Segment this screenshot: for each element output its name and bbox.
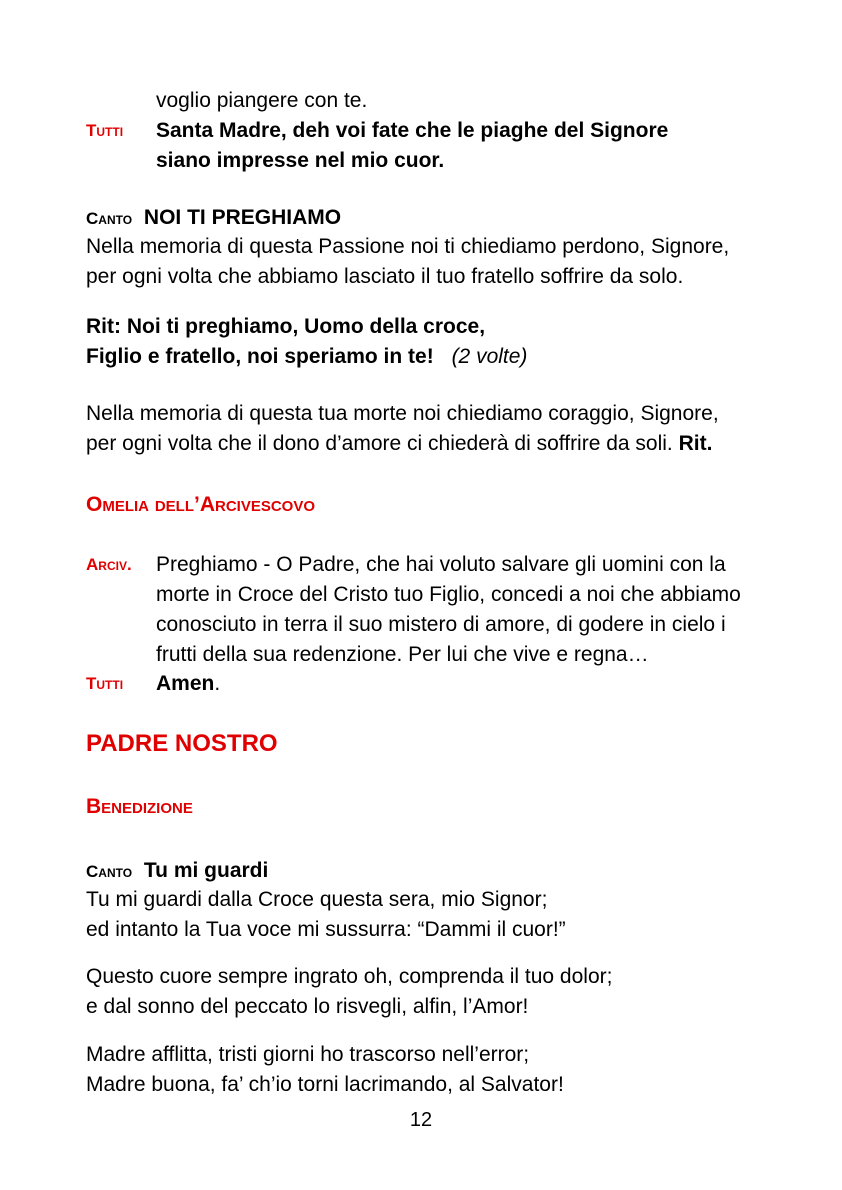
prayer-line: Preghiamo - O Padre, che hai voluto salvare gli uomini con la	[156, 553, 726, 576]
prayer-line: morte in Croce del Cristo tuo Figlio, concedi a noi che abbiamo	[156, 583, 741, 606]
canto-tag: Canto	[86, 209, 133, 228]
section-heading-omelia: Omelia dell’Arcivescovo	[86, 493, 316, 516]
stanza-line: Questo cuore sempre ingrato oh, comprenda il tuo dolor;	[86, 965, 613, 988]
section-heading-benedizione: Benedizione	[86, 795, 193, 818]
stanza-line: Madre afflitta, tristi giorni ho trascorso nell’error;	[86, 1043, 530, 1066]
role-label-arciv: Arciv.	[86, 555, 132, 574]
page-number: 12	[409, 1109, 433, 1131]
response-line: Santa Madre, deh voi fate che le piaghe del Signore	[156, 119, 669, 142]
stanza-line: Tu mi guardi dalla Croce questa sera, mio Signor;	[86, 888, 548, 911]
response-line: siano impresse nel mio cuor.	[156, 149, 445, 172]
stanza-line: e dal sonno del peccato lo risvegli, alfin, l’Amor!	[86, 995, 529, 1018]
amen-text: Amen	[156, 672, 215, 695]
stanza-line: Madre buona, fa’ ch’io torni lacrimando, al Salvator!	[86, 1073, 564, 1096]
canto-heading	[86, 203, 341, 234]
canto-tag: Canto	[86, 862, 133, 881]
refrain-text: Figlio e fratello, noi speriamo in te!	[86, 345, 434, 368]
refrain-note: (2 volte)	[451, 345, 528, 368]
canto-heading	[86, 856, 268, 887]
verse-line: per ogni volta che abbiamo lasciato il tuo fratello soffrire da solo.	[86, 265, 684, 288]
prayer-line: frutti della sua redenzione. Per lui che vive e regna…	[156, 643, 649, 666]
stanza-line: voglio piangere con te.	[156, 89, 368, 112]
verse-line: Nella memoria di questa tua morte noi chiediamo coraggio, Signore,	[86, 402, 719, 425]
canto-title: Tu mi guardi	[143, 859, 269, 882]
amen-line	[156, 669, 220, 699]
stanza-line: ed intanto la Tua voce mi sussurra: “Dammi il cuor!”	[86, 918, 566, 941]
canto-title: NOI TI PREGHIAMO	[143, 206, 342, 229]
verse-text: per ogni volta che il dono d’amore ci chiederà di soffrire da soli.	[86, 432, 673, 455]
rit-marker: Rit.	[678, 432, 713, 455]
refrain-line: Rit: Noi ti preghiamo, Uomo della croce,	[86, 315, 486, 338]
prayer-line: conosciuto in terra il suo mistero di amore, di godere in cielo i	[156, 613, 726, 636]
verse-line: Nella memoria di questa Passione noi ti chiediamo perdono, Signore,	[86, 235, 730, 258]
role-label-tutti: Tutti	[86, 674, 124, 693]
verse-line	[86, 429, 712, 459]
role-label-tutti: Tutti	[86, 121, 124, 140]
refrain-line	[86, 342, 527, 372]
section-heading-padre-nostro: PADRE NOSTRO	[86, 730, 278, 757]
amen-period: .	[214, 672, 221, 695]
